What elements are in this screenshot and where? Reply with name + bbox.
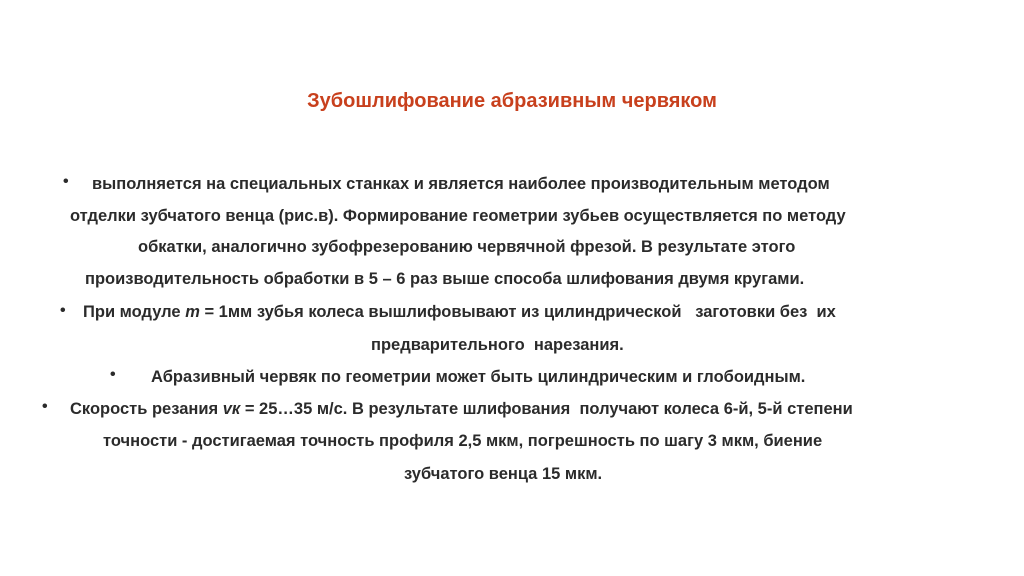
paragraph-2-line-2: предварительного нарезания. [371,336,624,354]
paragraph-1-line-1: выполняется на специальных станках и является наиболее производительным методом [92,175,830,193]
paragraph-4-line-2: точности - достигаемая точность профиля 2,5 мкм, погрешность по шагу 3 мкм, биение [103,432,823,450]
bullet-3: • [110,366,116,383]
paragraph-1-line-2: отделки зубчатого венца (рис.в). Формирование геометрии зубьев осуществляется по методу [70,207,846,225]
paragraph-4-line-1-pre: Скорость резания [70,400,223,418]
bullet-2: • [60,302,66,319]
bullet-1: • [63,173,69,190]
paragraph-1-line-4: производительность обработки в 5 – 6 раз выше способа шлифования двумя кругами. [85,270,805,288]
slide-title: Зубошлифование абразивным червяком [307,90,717,112]
velocity-symbol: vк [222,400,241,418]
bullet-4: • [42,398,48,415]
paragraph-2-line-1 [83,302,836,322]
paragraph-1-line-3: обкатки, аналогично зубофрезерованию червячной фрезой. В результате этого [138,238,796,256]
paragraph-4-line-1 [70,399,853,419]
paragraph-4-line-1-post: = 25…35 м/с. В результате шлифования получают колеса 6-й, 5-й степени [240,400,853,418]
paragraph-2-line-1-post: = 1мм зубья колеса вышлифовывают из цилиндрической заготовки без их [199,303,836,321]
module-symbol: m [185,303,200,321]
paragraph-2-line-1-pre: При модуле [83,303,186,321]
paragraph-3-line-1: Абразивный червяк по геометрии может быть цилиндрическим и глобоидным. [151,368,806,386]
paragraph-4-line-3: зубчатого венца 15 мкм. [404,465,603,483]
